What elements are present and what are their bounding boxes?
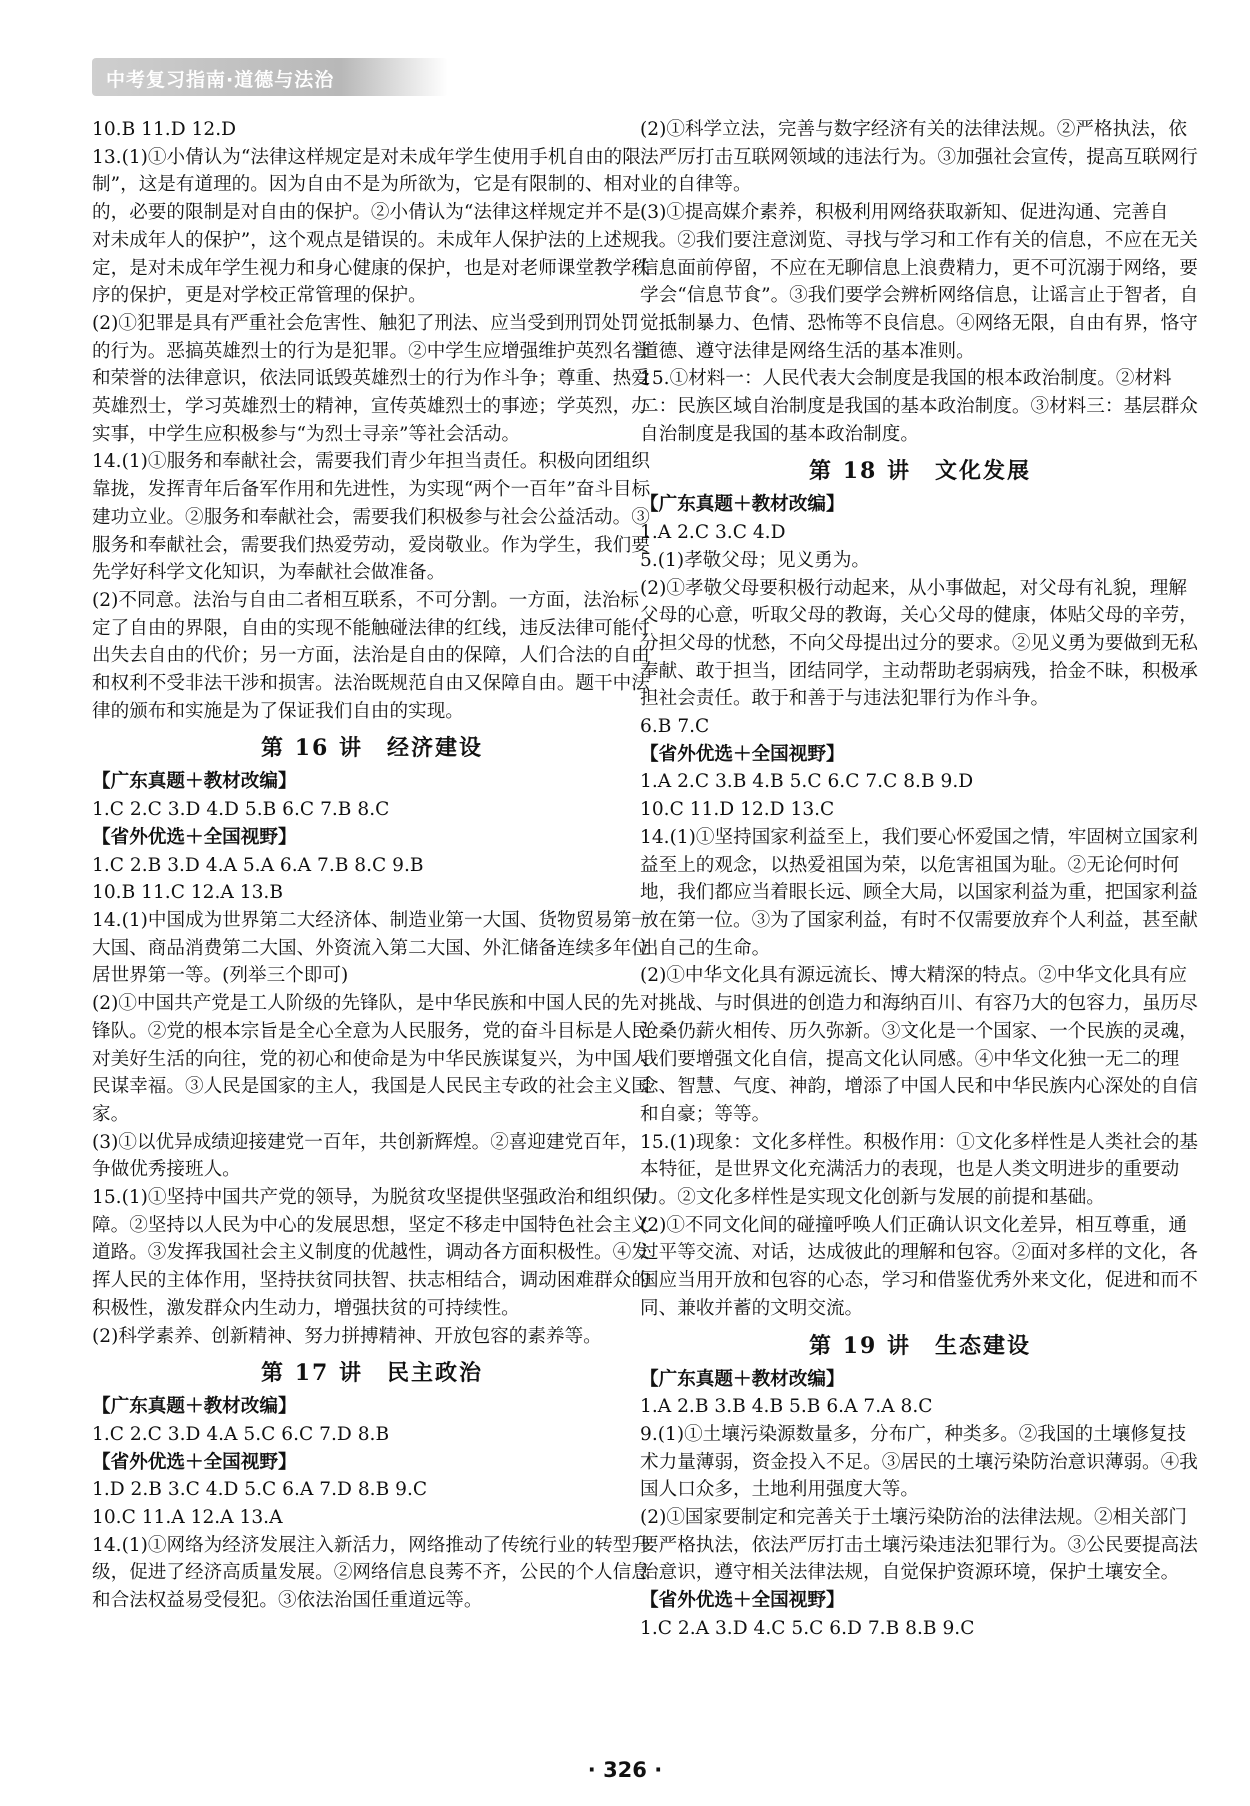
section-label: 【省外优选＋全国视野】 (640, 743, 845, 765)
answer-paragraph: 6.B 7.C (640, 716, 710, 738)
answer-paragraph: 13.(1)①小倩认为“法律这样规定是对未成年学生使用手机自由的限制”，这是有道理的。因为自由不是为所欲为，它是有限制的、相对的，必要的限制是对自由的保护。②小倩认为“法律这样规定并不是对未成年人的保护”，这个观点是错误的。未成年人保护法的上述规定，是对未成年学生视力和身心健康的保护，也是对老师课堂教学秩序的保护，更是对学校正常管理的保护。 (92, 146, 650, 307)
answer-paragraph: (3)①提高媒介素养，积极利用网络获取新知、促进沟通、完善自我。②我们要注意浏览、寻找与学习和工作有关的信息，不应在无关信息面前停留，不应在无聊信息上浪费精力，更不可沉溺于网络，要学会“信息节食”。③我们要学会辨析网络信息，让谣言止于智者，自觉抵制暴力、色情、恐怖等不良信息。④网络无限，自由有界，恪守道德、遵守法律是网络生活的基本准则。 (640, 202, 1199, 362)
answer-paragraph: (2)①中国共产党是工人阶级的先锋队，是中华民族和中国人民的先锋队。②党的根本宗旨是全心全意为人民服务，党的奋斗目标是人民对美好生活的向往，党的初心和使命是为中华民族谋复兴，为中国人民谋幸福。③人民是国家的主人，我国是人民民主专政的社会主义国家。 (92, 993, 650, 1125)
answer-paragraph: 1.C 2.C 3.D 4.A 5.C 6.C 7.D 8.B (92, 1423, 390, 1445)
answer-paragraph: 14.(1)①网络为经济发展注入新活力，网络推动了传统行业的转型升级，促进了经济高质量发展。②网络信息良莠不齐，公民的个人信息和合法权益易受侵犯。③依法治国任重道远等。 (92, 1534, 650, 1612)
answer-paragraph: (2)①国家要制定和完善关于土壤污染防治的法律法规。②相关部门要严格执法，依法严厉打击土壤污染违法犯罪行为。③公民要提高法治意识，遵守相关法律法规，自觉保护资源环境，保护土壤安全。 (640, 1507, 1198, 1584)
answer-paragraph: 14.(1)①服务和奉献社会，需要我们青少年担当责任。积极向团组织靠拢，发挥青年后备军作用和先进性，为实现“两个一百年”奋斗目标建功立业。②服务和奉献社会，需要我们积极参与社会公益活动。③服务和奉献社会，需要我们热爱劳动，爱岗敬业。作为学生，我们要先学好科学文化知识，为奉献社会做准备。 (92, 451, 651, 584)
answer-paragraph: (2)①孝敬父母要积极行动起来，从小事做起，对父母有礼貌，理解父母的心意，听取父母的教诲，关心父母的健康，体贴父母的辛劳，分担父母的忧愁，不向父母提出过分的要求。②见义勇为要做到无私奉献、敢于担当，团结同学，主动帮助老弱病残，拾金不昧，积极承担社会责任。敢于和善于与违法犯罪行为作斗争。 (640, 577, 1198, 710)
answer-paragraph: (2)①不同文化间的碰撞呼唤人们正确认识文化差异，相互尊重，通过平等交流、对话，达成彼此的理解和包容。②面对多样的文化，各国应当用开放和包容的心态，学习和借鉴优秀外来文化，促进和而不同、兼收并蓄的文明交流。 (640, 1214, 1198, 1319)
section-label: 【广东真题＋教材改编】 (92, 1396, 297, 1418)
section-label: 【广东真题＋教材改编】 (92, 771, 297, 793)
answer-paragraph: (2)①犯罪是具有严重社会危害性、触犯了刑法、应当受到刑罚处罚的行为。恶搞英雄烈士的行为是犯罪。②中学生应增强维护英烈名誉和荣誉的法律意识，依法同诋毁英雄烈士的行为作斗争；尊重、热爱英雄烈士，学习英雄烈士的精神，宣传英雄烈士的事迹；学英烈，办实事，中学生应积极参与“为烈士寻亲”等社会活动。 (92, 312, 650, 445)
answer-paragraph: 1.A 2.C 3.C 4.D (640, 522, 786, 544)
answer-paragraph: 15.①材料一：人民代表大会制度是我国的根本政治制度。②材料二：民族区域自治制度是我国的基本政治制度。③材料三：基层群众自治制度是我国的基本政治制度。 (640, 368, 1198, 445)
answer-paragraph: 10.B 11.D 12.D (92, 119, 237, 140)
answer-paragraph: 1.C 2.B 3.D 4.A 5.A 6.A 7.B 8.C 9.B (92, 854, 424, 876)
header-title: 中考复习指南·道德与法治 (106, 69, 335, 91)
answer-paragraph: 1.D 2.B 3.C 4.D 5.C 6.A 7.D 8.B 9.C (92, 1479, 428, 1501)
answer-paragraph: 10.C 11.D 12.D 13.C (640, 799, 835, 821)
lecture-heading: 第 18 讲 文化发展 (809, 458, 1031, 485)
running-header (92, 58, 448, 96)
lecture-heading: 第 16 讲 经济建设 (261, 735, 483, 762)
right-column (640, 116, 1200, 1643)
lecture-heading: 第 19 讲 生态建设 (809, 1332, 1031, 1359)
answer-paragraph: 9.(1)①土壤污染源数量多，分布广，种类多。②我国的土壤修复技术力量薄弱，资金投入不足。③居民的土壤污染防治意识薄弱。④我国人口众多，土地利用强度大等。 (640, 1423, 1198, 1501)
answer-paragraph: 10.C 11.A 12.A 13.A (92, 1507, 283, 1529)
answer-paragraph: 1.C 2.A 3.D 4.C 5.C 6.D 7.B 8.B 9.C (640, 1617, 975, 1639)
answer-paragraph: 15.(1)现象：文化多样性。积极作用：①文化多样性是人类社会的基本特征，是世界文化充满活力的表现，也是人类文明进步的重要动力。②文化多样性是实现文化创新与发展的前提和基础。 (640, 1131, 1198, 1209)
answer-paragraph: 14.(1)①坚持国家利益至上，我们要心怀爱国之情，牢固树立国家利益至上的观念，以热爱祖国为荣，以危害祖国为耻。②无论何时何地，我们都应当着眼长远、顾全大局，以国家利益为重，把国家利益放在第一位。③为了国家利益，有时不仅需要放弃个人利益，甚至献出自己的生命。 (640, 826, 1198, 959)
answer-paragraph: 5.(1)孝敬父母；见义勇为。 (640, 549, 871, 571)
section-label: 【省外优选＋全国视野】 (92, 826, 297, 848)
answer-paragraph: (2)科学素养、创新精神、努力拼搏精神、开放包容的素养等。 (92, 1325, 602, 1347)
answer-paragraph: 14.(1)中国成为世界第二大经济体、制造业第一大国、货物贸易第一大国、商品消费第二大国、外资流入第二大国、外汇储备连续多年位居世界第一等。(列举三个即可) (92, 909, 650, 987)
section-label: 【广东真题＋教材改编】 (640, 494, 845, 516)
answer-paragraph: 15.(1)①坚持中国共产党的领导，为脱贫攻坚提供坚强政治和组织保障。②坚持以人民为中心的发展思想，坚定不移走中国特色社会主义道路。③发挥我国社会主义制度的优越性，调动各方面积极性。④发挥人民的主体作用，坚持扶贫同扶智、扶志相结合，调动困难群众的积极性，激发群众内生动力，增强扶贫的可持续性。 (92, 1187, 650, 1319)
section-label: 【广东真题＋教材改编】 (640, 1368, 845, 1390)
section-label: 【省外优选＋全国视野】 (92, 1451, 297, 1473)
answer-paragraph: 10.B 11.C 12.A 13.B (92, 882, 283, 904)
left-column (92, 116, 652, 1615)
answer-paragraph: 1.A 2.C 3.B 4.B 5.C 6.C 7.C 8.B 9.D (640, 771, 974, 793)
lecture-heading: 第 17 讲 民主政治 (261, 1360, 483, 1387)
answer-paragraph: (2)不同意。法治与自由二者相互联系，不可分割。一方面，法治标定了自由的界限，自由的实现不能触碰法律的红线，违反法律可能付出失去自由的代价；另一方面，法治是自由的保障，人们合法的自由和权利不受非法干涉和损害。法治既规范自由又保障自由。题干中法律的颁布和实施是为了保证我们自由的实现。 (92, 589, 650, 722)
section-label: 【省外优选＋全国视野】 (640, 1590, 845, 1612)
answer-paragraph: (2)①中华文化具有源远流长、博大精深的特点。②中华文化具有应对挑战、与时俱进的创造力和海纳百川、有容乃大的包容力，虽历尽沧桑仍薪火相传、历久弥新。③文化是一个国家、一个民族的灵魂，我们要增强文化自信，提高文化认同感。④中华文化独一无二的理念、智慧、气度、神韵，增添了中国人民和中华民族内心深处的自信和自豪；等等。 (640, 965, 1198, 1125)
answer-paragraph: (3)①以优异成绩迎接建党一百年，共创新辉煌。②喜迎建党百年，争做优秀接班人。 (92, 1131, 639, 1181)
answer-paragraph: (2)①科学立法，完善与数字经济有关的法律法规。②严格执法，依法严厉打击互联网领域的违法行为。③加强社会宣传，提高互联网行业的自律等。 (640, 119, 1198, 196)
answer-paragraph: 1.C 2.C 3.D 4.D 5.B 6.C 7.B 8.C (92, 799, 390, 821)
answer-paragraph: 1.A 2.B 3.B 4.B 5.B 6.A 7.A 8.C (640, 1396, 933, 1418)
page-number: · 326 · (587, 1758, 663, 1782)
